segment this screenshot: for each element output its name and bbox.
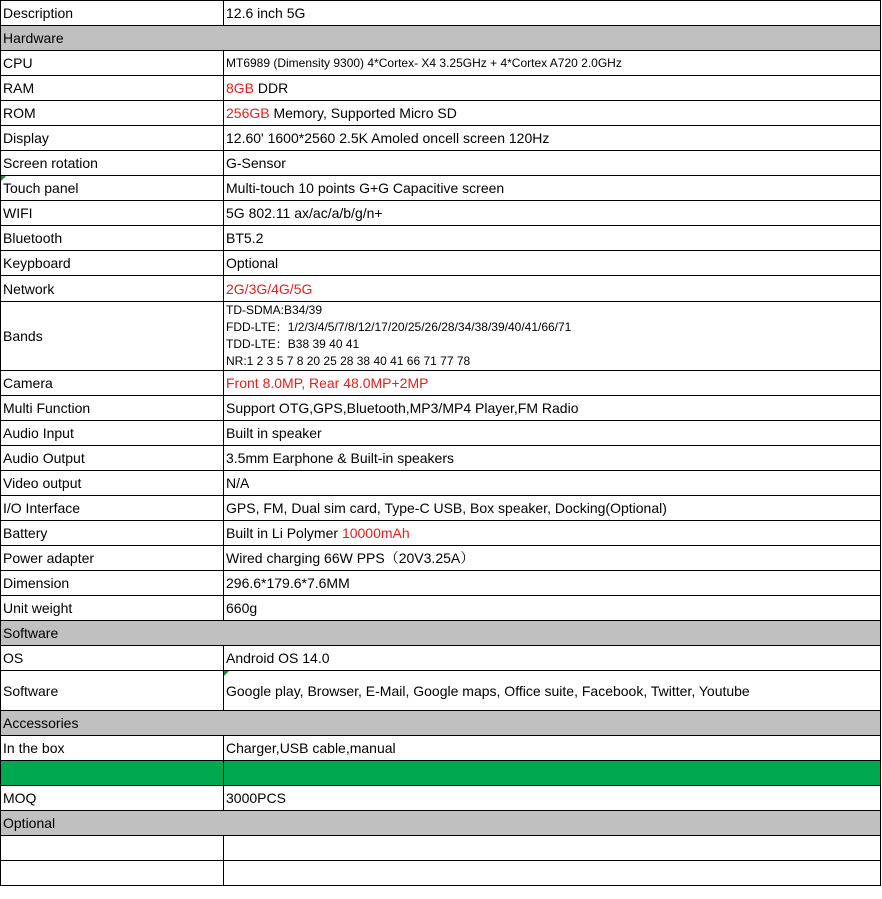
empty-cell [224, 861, 881, 886]
row-value: Front 8.0MP, Rear 48.0MP+2MP [224, 371, 881, 396]
table-row [1, 1, 881, 26]
row-value: Optional [224, 251, 881, 276]
row-value [224, 76, 881, 101]
row-value: 660g [224, 596, 881, 621]
row-label: Battery [1, 521, 224, 546]
table-row [1, 671, 881, 711]
row-label: Network [1, 276, 224, 302]
table-row [1, 521, 881, 546]
row-label: In the box [1, 736, 224, 761]
section-header-row [1, 811, 881, 836]
row-value [224, 101, 881, 126]
band-line: TD-SDMA:B34/39 [226, 303, 323, 317]
row-value: N/A [224, 471, 881, 496]
row-value: 296.6*179.6*7.6MM [224, 571, 881, 596]
table-row [1, 251, 881, 276]
row-label: CPU [1, 51, 224, 76]
empty-cell [1, 761, 224, 786]
table-row [1, 276, 881, 302]
row-label: Touch panel [1, 176, 224, 201]
table-row [1, 836, 881, 861]
row-value: GPS, FM, Dual sim card, Type-C USB, Box speaker, Docking(Optional) [224, 496, 881, 521]
table-row [1, 76, 881, 101]
highlight-row [1, 761, 881, 786]
row-label: Power adapter [1, 546, 224, 571]
row-label: OS [1, 646, 224, 671]
row-value: Google play, Browser, E-Mail, Google maps, Office suite, Facebook, Twitter, Youtube [224, 671, 881, 711]
section-header-row [1, 621, 881, 646]
row-label: Description [1, 1, 224, 26]
row-label: Keypboard [1, 251, 224, 276]
row-label: Screen rotation [1, 151, 224, 176]
value-text: DDR [254, 80, 289, 96]
section-header-row [1, 711, 881, 736]
row-label: I/O Interface [1, 496, 224, 521]
table-row [1, 571, 881, 596]
row-label: WIFI [1, 201, 224, 226]
row-value [224, 302, 881, 371]
section-header: Accessories [1, 711, 881, 736]
row-label: Bluetooth [1, 226, 224, 251]
table-row [1, 151, 881, 176]
row-value: Support OTG,GPS,Bluetooth,MP3/MP4 Player,FM Radio [224, 396, 881, 421]
table-row [1, 786, 881, 811]
row-label: Unit weight [1, 596, 224, 621]
band-line: NR:1 2 3 5 7 8 20 25 28 38 40 41 66 71 77 78 [226, 354, 471, 368]
band-line: TDD-LTE：B38 39 40 41 [226, 337, 360, 351]
section-header: Hardware [1, 26, 881, 51]
row-label: MOQ [1, 786, 224, 811]
row-value: 5G 802.11 ax/ac/a/b/g/n+ [224, 201, 881, 226]
highlight-text: 256GB [226, 105, 270, 121]
table-row [1, 101, 881, 126]
value-text: Built in Li Polymer [226, 525, 342, 541]
table-row [1, 226, 881, 251]
row-value: 3000PCS [224, 786, 881, 811]
row-label: RAM [1, 76, 224, 101]
row-value: MT6989 (Dimensity 9300) 4*Cortex- X4 3.25GHz + 4*Cortex A720 2.0GHz [224, 51, 881, 76]
empty-cell [224, 761, 881, 786]
table-row [1, 646, 881, 671]
highlight-text: 10000mAh [341, 525, 410, 541]
row-value: 2G/3G/4G/5G [224, 276, 881, 302]
table-row [1, 126, 881, 151]
row-value: Built in speaker [224, 421, 881, 446]
section-header: Optional [1, 811, 881, 836]
row-value: Wired charging 66W PPS（20V3.25A） [224, 546, 881, 571]
table-row [1, 176, 881, 201]
row-value: Android OS 14.0 [224, 646, 881, 671]
table-row [1, 446, 881, 471]
row-value: 3.5mm Earphone & Built-in speakers [224, 446, 881, 471]
section-header-row [1, 26, 881, 51]
table-row [1, 861, 881, 886]
row-value: Multi-touch 10 points G+G Capacitive screen [224, 176, 881, 201]
table-row [1, 51, 881, 76]
band-line: FDD-LTE：1/2/3/4/5/7/8/12/17/20/25/26/28/34/38/39/40/41/66/71 [226, 320, 572, 334]
row-value: Charger,USB cable,manual [224, 736, 881, 761]
row-value [224, 521, 881, 546]
row-value: BT5.2 [224, 226, 881, 251]
row-label: ROM [1, 101, 224, 126]
empty-cell [1, 836, 224, 861]
table-row [1, 496, 881, 521]
highlight-text: 8GB [226, 80, 255, 96]
table-row [1, 736, 881, 761]
table-row [1, 302, 881, 371]
table-row [1, 546, 881, 571]
value-text: Memory, Supported Micro SD [269, 105, 457, 121]
row-label: Software [1, 671, 224, 711]
row-label: Multi Function [1, 396, 224, 421]
row-label: Camera [1, 371, 224, 396]
row-value: 12.60' 1600*2560 2.5K Amoled oncell screen 120Hz [224, 126, 881, 151]
row-label: Audio Output [1, 446, 224, 471]
empty-cell [1, 861, 224, 886]
row-label: Video output [1, 471, 224, 496]
row-label: Display [1, 126, 224, 151]
row-value: G-Sensor [224, 151, 881, 176]
row-label: Audio Input [1, 421, 224, 446]
table-row [1, 421, 881, 446]
row-label: Dimension [1, 571, 224, 596]
empty-cell [224, 836, 881, 861]
row-label: Bands [1, 302, 224, 371]
table-row [1, 396, 881, 421]
row-value: 12.6 inch 5G [224, 1, 881, 26]
table-row [1, 471, 881, 496]
section-header: Software [1, 621, 881, 646]
table-row [1, 201, 881, 226]
table-row [1, 596, 881, 621]
table-row [1, 371, 881, 396]
